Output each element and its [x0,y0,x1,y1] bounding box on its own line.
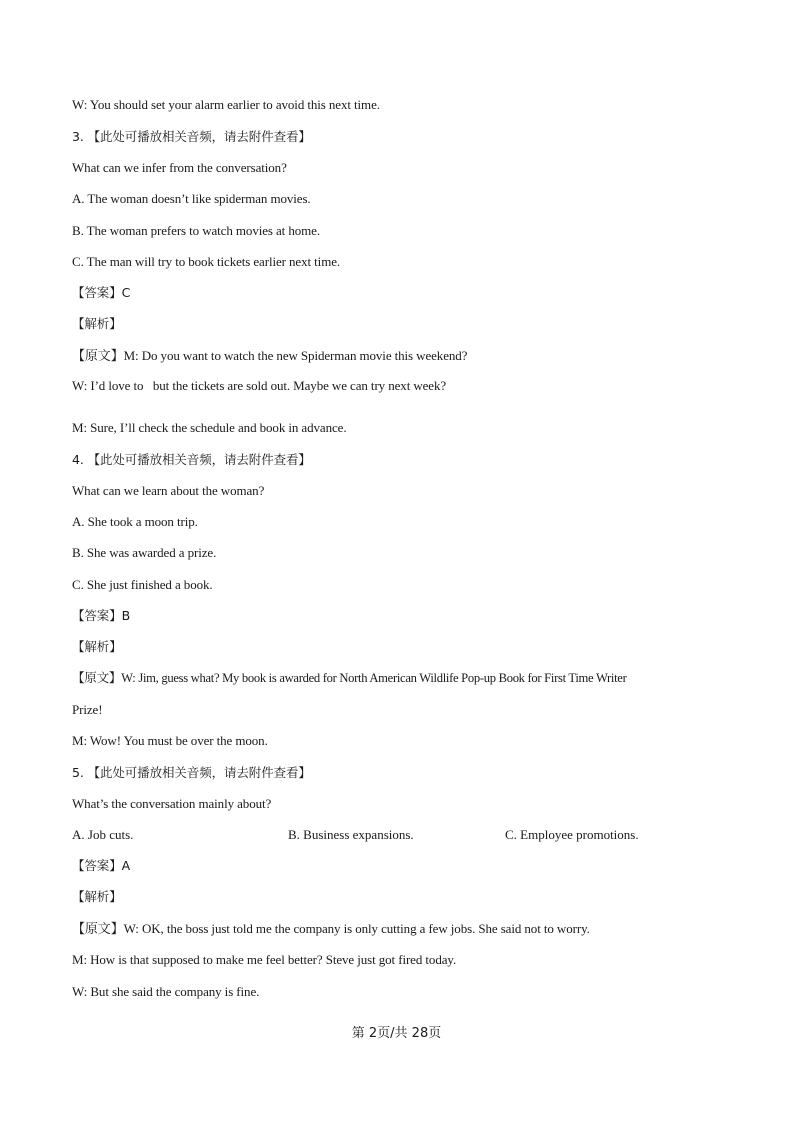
question-3-transcript-line-3: M: Sure, I’ll check the schedule and book in advance. [72,420,347,435]
question-3-text: What can we infer from the conversation? [72,160,287,175]
question-5-transcript-line-2: M: How is that supposed to make me feel better? Steve just got fired today. [72,952,457,967]
page-number: 第 2页/共 28页 [351,1026,442,1041]
question-4-text: What can we learn about the woman? [72,483,265,498]
question-5-transcript-line-1: 【原文】W: OK, the boss just told me the company is only cutting a few jobs. She said not to worry. [72,921,590,936]
question-4-option-c: C. She just finished a book. [72,577,213,592]
question-3-answer: 【答案】C [72,285,131,300]
question-3-option-a: A. The woman doesn’t like spiderman movies. [72,191,311,206]
question-5-options [72,827,722,843]
question-4-transcript-line-2: M: Wow! You must be over the moon. [72,733,268,748]
question-3-option-b: B. The woman prefers to watch movies at home. [72,223,320,238]
question-4-transcript-line-1: 【原文】W: Jim, guess what? My book is awarded for North American Wildlife Pop-up Book for First Time Writer [72,671,627,685]
question-5-option-a: A. Job cuts. [72,827,134,842]
question-5-transcript-line-3: W: But she said the company is fine. [72,984,260,999]
question-4-analysis-label: 【解析】 [72,639,122,654]
question-3-transcript-line-1: 【原文】M: Do you want to watch the new Spiderman movie this weekend? [72,348,468,363]
question-5-answer: 【答案】A [72,858,131,873]
question-3-analysis-label: 【解析】 [72,316,122,331]
question-5-heading: 5. 【此处可播放相关音频，请去附件查看】 [72,765,311,780]
question-4-answer: 【答案】B [72,608,131,623]
dialogue-line: W: You should set your alarm earlier to avoid this next time. [72,97,380,112]
question-4-transcript-line-1-cont: Prize! [72,702,103,717]
question-3-heading: 3. 【此处可播放相关音频，请去附件查看】 [72,129,311,144]
question-3-option-c: C. The man will try to book tickets earlier next time. [72,254,341,269]
question-5-text: What’s the conversation mainly about? [72,796,272,811]
question-5-option-b: B. Business expansions. [288,827,414,842]
question-4-option-b: B. She was awarded a prize. [72,545,217,560]
question-4-option-a: A. She took a moon trip. [72,514,198,529]
question-5-option-c: C. Employee promotions. [505,827,639,842]
question-3-transcript-line-2: W: I’d love to but the tickets are sold out. Maybe we can try next week? [72,378,447,393]
question-4-heading: 4. 【此处可播放相关音频，请去附件查看】 [72,452,311,467]
question-5-analysis-label: 【解析】 [72,889,122,904]
